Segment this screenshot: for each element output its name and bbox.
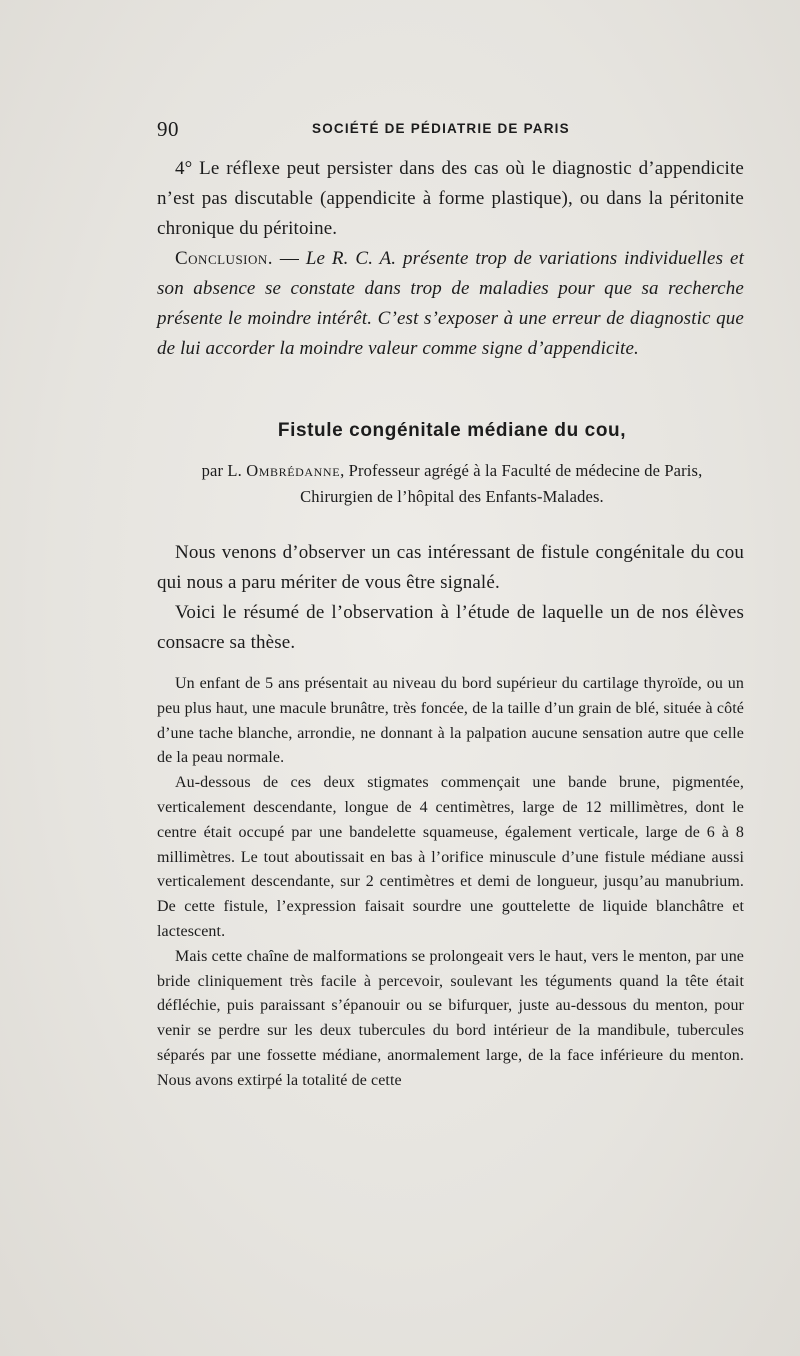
byline-affiliation: Chirurgien de l’hôpital des Enfants-Malades.	[300, 487, 604, 506]
intro-paragraph: Voici le résumé de l’observation à l’étude de laquelle un de nos élèves consacre sa thèse.	[157, 602, 744, 653]
conclusion-label: Conclusion.	[175, 248, 274, 269]
observation-paragraph: Un enfant de 5 ans présentait au niveau du bord supérieur du cartilage thyroïde, ou un peu plus haut, une macule brunâtre, très foncée, de la taille d’un grain de blé, située à côté d’une tache blanche, arrondie, ne donnant à la palpation aucune sensation autre que celle de la peau normale.	[157, 675, 744, 767]
observation-section	[157, 672, 744, 1094]
point-4-paragraph: 4° Le réflexe peut persister dans des cas où le diagnostic d’appendicite n’est pas discutable (appendicite à forme plastique), ou dans la péritonite chronique du péritoine.	[157, 158, 744, 239]
intro-paragraph: Nous venons d’observer un cas intéressant de fistule congénitale du cou qui nous a paru mériter de vous être signalé.	[157, 542, 744, 593]
article-byline	[157, 458, 747, 510]
page-number: 90	[157, 117, 179, 141]
byline-prefix: par L.	[201, 461, 247, 480]
byline-rest: , Professeur agrégé à la Faculté de médecine de Paris,	[340, 461, 703, 480]
conclusion-text: Le R. C. A. présente trop de variations individuelles et son absence se constate dans trop de maladies pour que sa recherche présente le moindre intérêt. C’est s’exposer à une erreur de diagnostic que de lui accorder la moindre valeur comme signe d’appendicite.	[157, 248, 744, 359]
intro-section	[157, 538, 744, 658]
article-title: Fistule congénitale médiane du cou,	[277, 420, 627, 441]
conclusion-paragraph	[157, 244, 744, 364]
conclusion-dash: —	[273, 248, 306, 269]
page-header	[157, 117, 747, 141]
author-name: Ombrédanne	[246, 461, 341, 480]
byline-line-1	[157, 458, 747, 484]
observation-paragraph: Mais cette chaîne de malformations se prolongeait vers le haut, vers le menton, par une bride cliniquement très facile à percevoir, soulevant les téguments quand la tête était défléchie, puis paraissant s’épanouir ou se bifurquer, juste au-dessous du menton, pour venir se perdre sur les deux tubercules du bord intérieur de la mandibule, tubercules séparés par une fossette médiane, anormalement large, de la face inférieure du menton. Nous avons extirpé la totalité de cette	[157, 947, 744, 1089]
running-head: SOCIÉTÉ DE PÉDIATRIE DE PARIS	[312, 121, 570, 136]
observation-paragraph: Au-dessous de ces deux stigmates commençait une bande brune, pigmentée, verticalement descendante, longue de 4 centimètres, large de 12 millimètres, dont le centre était occupé par une bandelette squameuse, également verticale, large de 6 à 8 millimètres. Le tout aboutissait en bas à l’orifice minuscule d’une fistule médiane aussi verticalement descendante, sur 2 centimètres et demi de longueur, jusqu’au manubrium. De cette fistule, l’expression faisait sourdre une gouttelette de liquide blanchâtre et lactescent.	[157, 774, 744, 940]
conclusion-section	[157, 154, 744, 364]
